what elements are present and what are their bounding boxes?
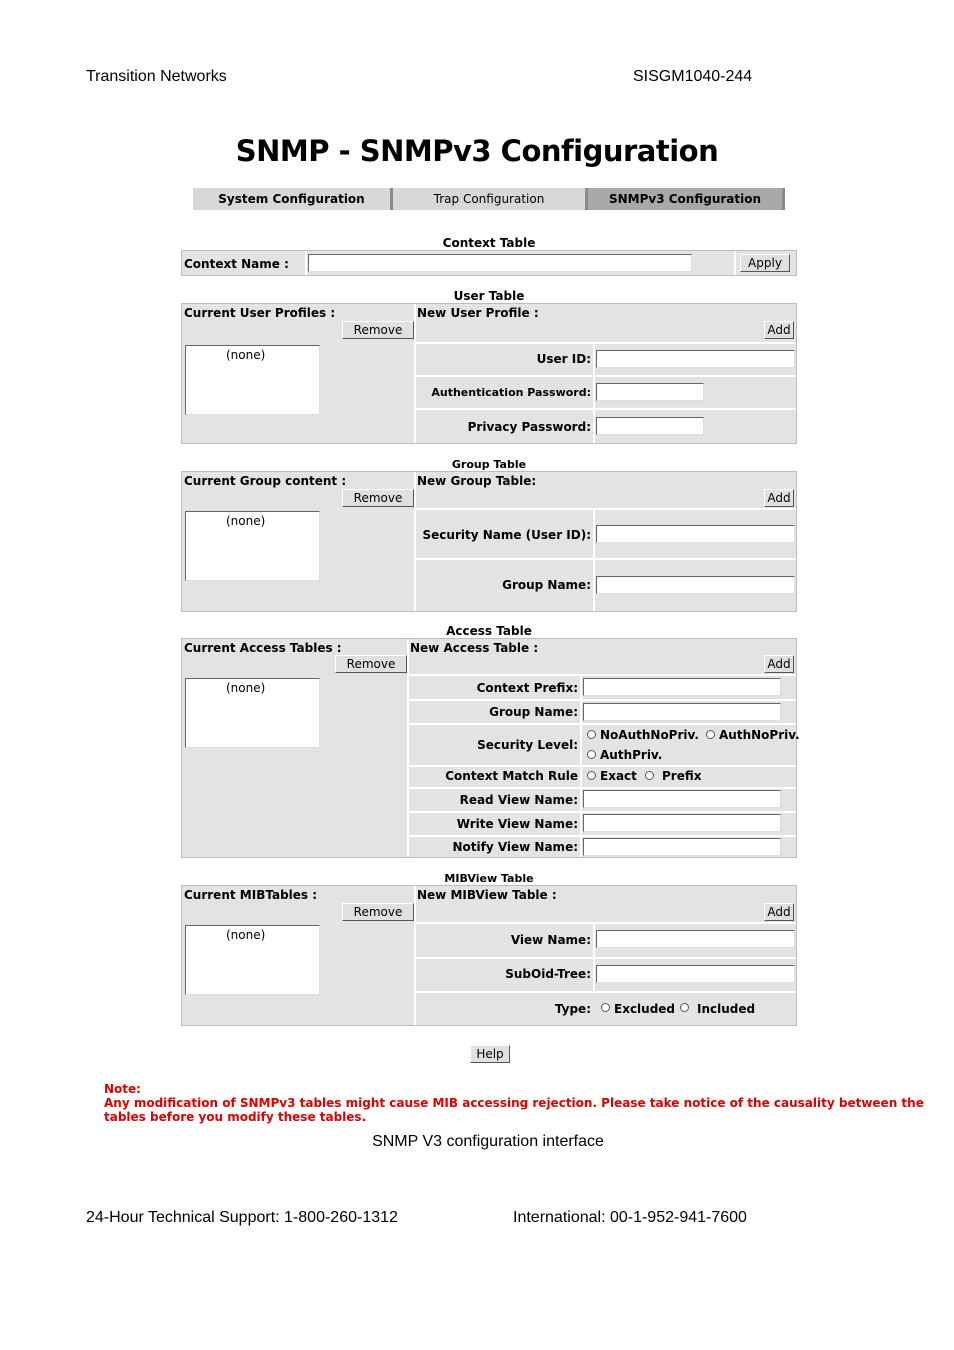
current-mibtables-label: Current MIBTables : — [184, 888, 318, 902]
page-header-left: Transition Networks — [86, 68, 227, 85]
user-table-title: User Table — [453, 289, 525, 303]
access-tables-list[interactable] — [185, 678, 320, 748]
mibview-table-title: MIBView Table — [444, 872, 534, 885]
group-add-button[interactable]: Add — [764, 489, 794, 507]
new-mibview-table-label: New MIBView Table : — [417, 888, 557, 902]
current-group-content-label: Current Group content : — [184, 474, 347, 488]
footer-support: 24-Hour Technical Support: 1-800-260-1312 — [86, 1209, 398, 1226]
radio-authnopriv[interactable] — [706, 730, 715, 739]
type-label: Type: — [554, 1002, 591, 1016]
tab-system-configuration[interactable]: System Configuration — [193, 188, 393, 210]
radio-included[interactable] — [680, 1003, 689, 1012]
group-table — [181, 471, 797, 612]
user-list-empty: (none) — [226, 348, 266, 362]
user-id-input[interactable] — [596, 350, 795, 368]
access-table — [181, 638, 800, 858]
excluded-label: Excluded — [614, 1002, 676, 1016]
note-line-2: tables before you modify these tables. — [104, 1110, 367, 1124]
notify-view-name-input[interactable] — [583, 838, 781, 856]
mibview-table — [181, 885, 797, 1026]
notify-view-name-label: Notify View Name: — [452, 840, 578, 854]
read-view-name-label: Read View Name: — [459, 793, 578, 807]
new-user-profile-label: New User Profile : — [417, 306, 539, 320]
note-line-1: Any modification of SNMPv3 tables might cause MIB accessing rejection. Please take notice of the causality between the — [104, 1096, 924, 1110]
access-group-name-input[interactable] — [583, 703, 781, 721]
privacy-password-input[interactable] — [596, 417, 704, 435]
privacy-password-label: Privacy Password: — [467, 420, 591, 434]
user-add-button[interactable]: Add — [764, 321, 794, 339]
security-level-label: Security Level: — [477, 738, 578, 752]
figure-caption: SNMP V3 configuration interface — [372, 1133, 604, 1150]
user-profiles-list[interactable] — [185, 345, 320, 415]
user-table — [181, 303, 797, 444]
context-name-input[interactable] — [308, 254, 692, 272]
write-view-name-input[interactable] — [583, 814, 781, 832]
exact-label: Exact — [600, 769, 637, 783]
group-content-list[interactable] — [185, 511, 320, 581]
radio-excluded[interactable] — [601, 1003, 610, 1012]
radio-prefix[interactable] — [645, 771, 654, 780]
view-name-label: View Name: — [510, 933, 591, 947]
group-table-title: Group Table — [451, 458, 527, 471]
group-list-empty: (none) — [226, 514, 266, 528]
page-header-right: SISGM1040-244 — [633, 68, 753, 85]
auth-password-input[interactable] — [596, 383, 704, 401]
auth-password-label: Authentication Password: — [431, 386, 591, 399]
mibtables-list[interactable] — [185, 925, 320, 995]
access-add-button[interactable]: Add — [764, 655, 794, 673]
tab-snmpv3-configuration[interactable]: SNMPv3 Configuration — [588, 188, 785, 210]
note-heading: Note: — [104, 1082, 141, 1096]
user-id-label: User ID: — [536, 352, 591, 366]
new-group-table-label: New Group Table: — [417, 474, 537, 488]
mibview-add-button[interactable]: Add — [764, 903, 794, 921]
authnopriv-label: AuthNoPriv. — [719, 728, 800, 742]
suboid-tree-input[interactable] — [596, 965, 795, 983]
radio-authpriv[interactable] — [587, 750, 596, 759]
mibview-list-empty: (none) — [226, 928, 266, 942]
user-remove-button[interactable]: Remove — [342, 321, 414, 339]
context-prefix-input[interactable] — [583, 678, 781, 696]
view-name-input[interactable] — [596, 930, 795, 948]
context-name-label: Context Name : — [184, 257, 289, 271]
group-remove-button[interactable]: Remove — [342, 489, 414, 507]
access-remove-button[interactable]: Remove — [335, 655, 407, 673]
mibview-remove-button[interactable]: Remove — [342, 903, 414, 921]
included-label: Included — [697, 1002, 756, 1016]
prefix-label: Prefix — [662, 769, 702, 783]
radio-noauthnopriv[interactable] — [587, 730, 596, 739]
apply-button[interactable]: Apply — [740, 254, 790, 272]
access-group-name-label: Group Name: — [489, 705, 578, 719]
read-view-name-input[interactable] — [583, 790, 781, 808]
group-name-input[interactable] — [596, 576, 795, 594]
security-name-input[interactable] — [596, 525, 795, 543]
current-user-profiles-label: Current User Profiles : — [184, 306, 336, 320]
security-name-label: Security Name (User ID): — [422, 528, 591, 542]
context-table-title: Context Table — [442, 236, 536, 250]
write-view-name-label: Write View Name: — [456, 817, 578, 831]
tab-trap-configuration[interactable]: Trap Configuration — [393, 188, 588, 210]
noauthnopriv-label: NoAuthNoPriv. — [600, 728, 699, 742]
suboid-tree-label: SubOid-Tree: — [505, 967, 591, 981]
access-table-title: Access Table — [446, 624, 532, 638]
group-name-label: Group Name: — [502, 578, 591, 592]
context-prefix-label: Context Prefix: — [476, 681, 578, 695]
footer-international: International: 00-1-952-941-7600 — [513, 1209, 747, 1226]
current-access-tables-label: Current Access Tables : — [184, 641, 342, 655]
authpriv-label: AuthPriv. — [600, 748, 663, 762]
context-table — [181, 250, 797, 276]
help-button[interactable]: Help — [470, 1045, 510, 1063]
radio-exact[interactable] — [587, 771, 596, 780]
context-match-rule-label: Context Match Rule — [445, 769, 578, 783]
access-list-empty: (none) — [226, 681, 266, 695]
new-access-table-label: New Access Table : — [410, 641, 539, 655]
page-title: SNMP - SNMPv3 Configuration — [235, 134, 719, 168]
